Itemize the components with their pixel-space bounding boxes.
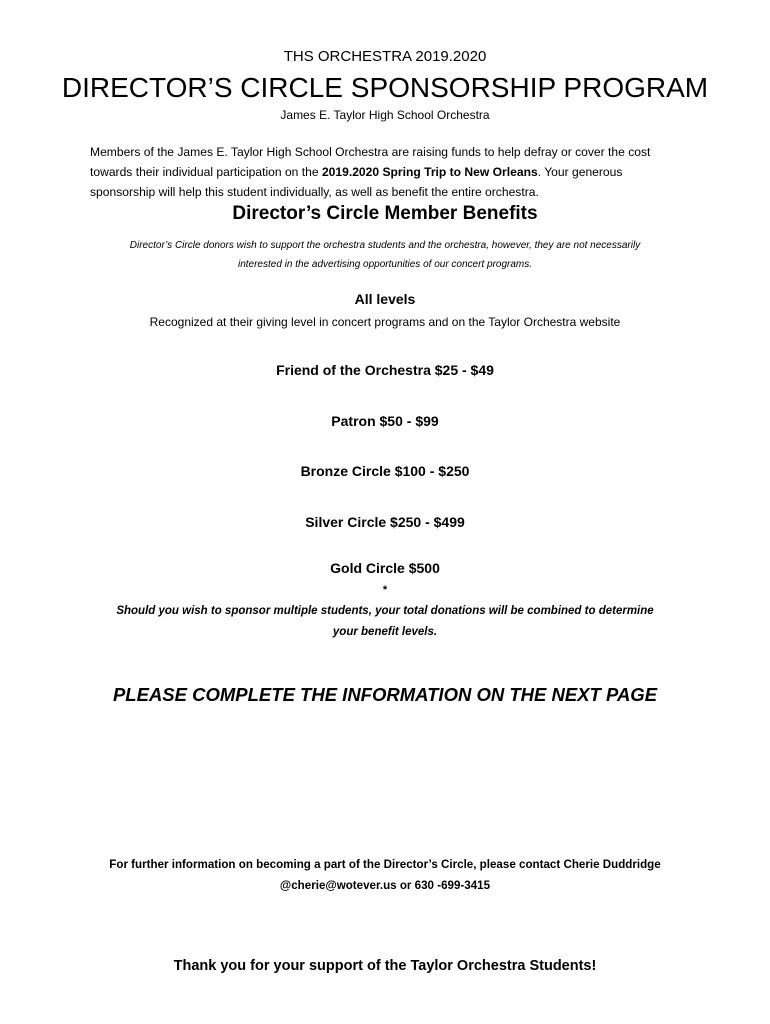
multiple-students-note-line1: Should you wish to sponsor multiple students, your total donations will be combined to determine <box>116 605 654 617</box>
thank-you-message: Thank you for your support of the Taylor Orchestra Students! <box>173 958 597 974</box>
benefits-heading: Director’s Circle Member Benefits <box>232 203 538 224</box>
all-levels-description: Recognized at their giving level in concert programs and on the Taylor Orchestra website <box>149 315 621 329</box>
all-levels-heading: All levels <box>354 291 416 307</box>
level-gold: Gold Circle $500 <box>330 560 440 576</box>
benefits-note <box>0 236 770 274</box>
intro-text-part2: . Your generous sponsorship will help this student individually, as well as benefit the entire orchestra. <box>90 165 623 199</box>
level-silver: Silver Circle $250 - $499 <box>305 514 465 530</box>
benefits-note-line2: interested in the advertising opportunities of our concert programs. <box>237 259 533 270</box>
next-page-notice: PLEASE COMPLETE THE INFORMATION ON THE NEXT PAGE <box>112 684 658 705</box>
contact-info <box>0 854 770 896</box>
school-subtitle: James E. Taylor High School Orchestra <box>280 108 490 122</box>
page-title: DIRECTOR’S CIRCLE SPONSORSHIP PROGRAM <box>61 72 709 103</box>
level-bronze: Bronze Circle $100 - $250 <box>300 463 470 479</box>
level-friend: Friend of the Orchestra $25 - $49 <box>276 362 494 378</box>
asterisk: * <box>382 584 388 596</box>
intro-paragraph <box>90 142 690 202</box>
contact-line1: For further information on becoming a part of the Director’s Circle, please contact Cherie Duddridge <box>109 858 661 871</box>
benefits-note-line1: Director’s Circle donors wish to support the orchestra students and the orchestra, however, they are not necessarily <box>129 240 641 251</box>
multiple-students-note-line2: your benefit levels. <box>332 626 438 638</box>
multiple-students-note <box>0 601 770 643</box>
orchestra-season-label: THS ORCHESTRA 2019.2020 <box>283 48 487 65</box>
trip-name: 2019.2020 Spring Trip to New Orleans <box>321 165 538 179</box>
level-patron: Patron $50 - $99 <box>331 413 439 429</box>
intro-text-part1: Members of the James E. Taylor High School Orchestra are raising funds to help defray or cover the cost towards their individual participation on the <box>90 145 651 179</box>
contact-line2: @cherie@wotever.us or 630 -699-3415 <box>279 879 491 892</box>
